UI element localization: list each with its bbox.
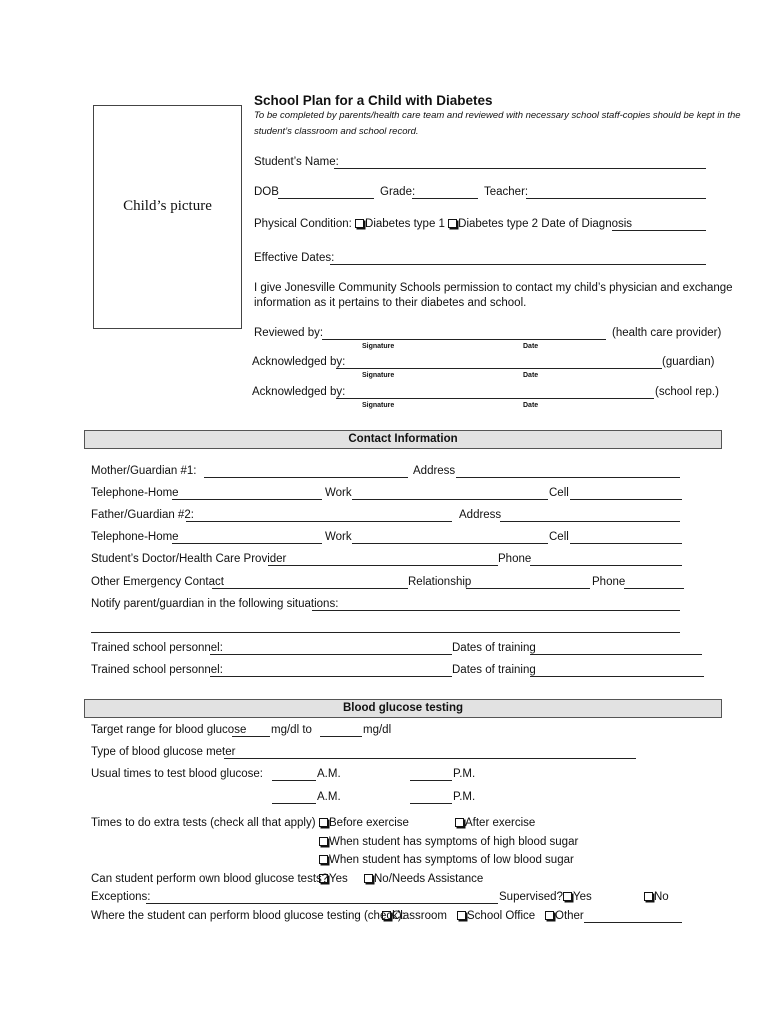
mother-work-field[interactable] <box>352 499 548 500</box>
contact-information-header: Contact Information <box>84 430 722 449</box>
other-location-option <box>545 910 584 922</box>
supervised-no-label: No <box>654 891 669 903</box>
usual-time-am-field-2[interactable] <box>272 803 316 804</box>
date-caption: Date <box>523 402 539 409</box>
permission-text-line1: I give Jonesville Community Schools permission to contact my child’s physician and exchange <box>254 282 733 294</box>
meter-type-label: Type of blood glucose meter <box>91 746 236 758</box>
father-address-field[interactable] <box>500 521 680 522</box>
cell-label: Cell <box>549 487 569 499</box>
reviewed-by-field[interactable] <box>322 339 606 340</box>
reviewed-by-label: Reviewed by: <box>254 327 324 339</box>
father-cell-field[interactable] <box>570 543 682 544</box>
permission-text-line2: information as it pertains to their diabetes and school. <box>254 297 527 309</box>
mother-cell-field[interactable] <box>570 499 682 500</box>
am-label: A.M. <box>317 791 341 803</box>
usual-time-pm-field-1[interactable] <box>410 780 452 781</box>
classroom-option <box>382 910 447 922</box>
low-sugar-label: When student has symptoms of low blood sugar <box>329 854 574 866</box>
date-caption: Date <box>523 343 539 350</box>
meter-type-field[interactable] <box>224 758 636 759</box>
supervised-no-option <box>644 891 669 903</box>
doctor-phone-label: Phone <box>498 553 532 565</box>
father-address-label: Address <box>459 509 502 521</box>
acknowledged-guardian-label: Acknowledged by: <box>252 356 346 368</box>
usual-time-pm-field-2[interactable] <box>410 803 452 804</box>
supervised-no-checkbox[interactable] <box>644 892 653 901</box>
signature-caption: Signature <box>362 402 395 409</box>
own-test-needs-assistance-label: No/Needs Assistance <box>374 873 484 885</box>
supervised-yes-checkbox[interactable] <box>563 892 572 901</box>
child-picture-box[interactable] <box>93 105 242 329</box>
notify-field-line2[interactable] <box>91 632 680 633</box>
own-test-needs-assistance-checkbox[interactable] <box>364 874 373 883</box>
mother-guardian-label: Mother/Guardian #1: <box>91 465 197 477</box>
notify-label: Notify parent/guardian in the following situations: <box>91 598 339 610</box>
mother-address-field[interactable] <box>456 477 680 478</box>
trained-personnel-field-2[interactable] <box>210 676 452 677</box>
pm-label: P.M. <box>453 791 476 803</box>
before-exercise-checkbox[interactable] <box>319 818 328 827</box>
trained-personnel-field-1[interactable] <box>210 654 452 655</box>
child-picture-label: Child’s picture <box>123 198 212 214</box>
blood-glucose-testing-header: Blood glucose testing <box>84 699 722 718</box>
teacher-field[interactable] <box>526 198 706 199</box>
target-range-high-field[interactable] <box>320 736 362 737</box>
acknowledged-guardian-field[interactable] <box>336 368 662 369</box>
doctor-phone-field[interactable] <box>530 565 682 566</box>
dob-label: DOB <box>254 186 279 198</box>
physical-condition-label: Physical Condition: <box>254 218 352 230</box>
supervised-yes-label: Yes <box>573 891 592 903</box>
diabetes-type2-checkbox[interactable] <box>448 219 457 228</box>
before-exercise-option <box>319 817 409 829</box>
cell-label: Cell <box>549 531 569 543</box>
other-location-field[interactable] <box>584 922 682 923</box>
signature-caption: Signature <box>362 343 395 350</box>
emergency-phone-label: Phone <box>592 576 626 588</box>
after-exercise-option <box>455 817 535 829</box>
diabetes-type1-checkbox[interactable] <box>355 219 364 228</box>
school-office-label: School Office <box>467 910 536 922</box>
date-caption: Date <box>523 372 539 379</box>
own-test-needs-assistance-option <box>364 873 483 885</box>
own-test-yes-option <box>319 873 348 885</box>
emergency-phone-field[interactable] <box>624 588 684 589</box>
dates-of-training-field-2[interactable] <box>530 676 704 677</box>
high-sugar-label: When student has symptoms of high blood sugar <box>329 836 579 848</box>
emergency-contact-field[interactable] <box>212 588 408 589</box>
grade-label: Grade: <box>380 186 416 198</box>
dates-of-training-field-1[interactable] <box>530 654 702 655</box>
emergency-contact-label: Other Emergency Contact <box>91 576 224 588</box>
after-exercise-checkbox[interactable] <box>455 818 464 827</box>
after-exercise-label: After exercise <box>465 817 536 829</box>
other-location-label: Other <box>555 910 584 922</box>
telephone-home-label: Telephone-Home <box>91 531 179 543</box>
target-range-label: Target range for blood glucose <box>91 724 247 736</box>
school-office-option <box>457 910 535 922</box>
telephone-home-label: Telephone-Home <box>91 487 179 499</box>
before-exercise-label: Before exercise <box>329 817 409 829</box>
diabetes-type2-label: Diabetes type 2 <box>458 218 539 230</box>
notify-field-line1[interactable] <box>312 610 680 611</box>
usual-times-label: Usual times to test blood glucose: <box>91 768 263 780</box>
supervised-yes-option <box>563 891 592 903</box>
dates-of-training-label: Dates of training <box>452 664 536 676</box>
signature-caption: Signature <box>362 372 395 379</box>
mother-address-label: Address <box>413 465 456 477</box>
extra-tests-label: Times to do extra tests (check all that apply) <box>91 817 316 829</box>
high-sugar-checkbox[interactable] <box>319 837 328 846</box>
acknowledged-school-rep-label: Acknowledged by: <box>252 386 346 398</box>
usual-time-am-field-1[interactable] <box>272 780 316 781</box>
acknowledged-school-rep-field[interactable] <box>336 398 654 399</box>
effective-dates-label: Effective Dates: <box>254 252 335 264</box>
low-sugar-checkbox[interactable] <box>319 855 328 864</box>
mother-telephone-home-field[interactable] <box>172 499 322 500</box>
teacher-label: Teacher: <box>484 186 529 198</box>
student-name-label: Student’s Name: <box>254 156 339 168</box>
acknowledged-school-rep-role: (school rep.) <box>655 386 719 398</box>
acknowledged-guardian-role: (guardian) <box>662 356 715 368</box>
supervised-label: Supervised? <box>499 891 563 903</box>
target-range-low-field[interactable] <box>232 736 270 737</box>
work-label: Work <box>325 487 352 499</box>
student-name-field[interactable] <box>334 168 706 169</box>
relationship-field[interactable] <box>466 588 590 589</box>
doctor-field[interactable] <box>268 565 498 566</box>
page-title: School Plan for a Child with Diabetes <box>254 93 493 108</box>
am-label: A.M. <box>317 768 341 780</box>
father-work-field[interactable] <box>352 543 548 544</box>
work-label: Work <box>325 531 352 543</box>
own-test-yes-label: Yes <box>329 873 348 885</box>
dob-field[interactable] <box>278 198 374 199</box>
mother-guardian-field[interactable] <box>204 477 408 478</box>
where-testing-label: Where the student can perform blood glucose testing (check): <box>91 910 405 922</box>
classroom-label: Classroom <box>392 910 447 922</box>
high-sugar-option <box>319 836 578 848</box>
own-test-yes-checkbox[interactable] <box>319 874 328 883</box>
mgdl-label: mg/dl <box>363 724 392 736</box>
exceptions-label: Exceptions: <box>91 891 151 903</box>
page-subtitle-line1: To be completed by parents/health care team and reviewed with necessary school staff-copies should be kept in the <box>254 110 741 121</box>
trained-personnel-label: Trained school personnel: <box>91 642 223 654</box>
trained-personnel-label: Trained school personnel: <box>91 664 223 676</box>
date-of-diagnosis-field[interactable] <box>612 230 706 231</box>
doctor-label: Student’s Doctor/Health Care Provider <box>91 553 287 565</box>
mgdl-to-label: mg/dl to <box>271 724 312 736</box>
date-of-diagnosis-label: Date of Diagnosis <box>541 218 633 230</box>
reviewed-role: (health care provider) <box>612 327 722 339</box>
low-sugar-option <box>319 854 574 866</box>
physical-condition-row <box>254 218 632 230</box>
father-telephone-home-field[interactable] <box>172 543 322 544</box>
dates-of-training-label: Dates of training <box>452 642 536 654</box>
exceptions-field[interactable] <box>146 903 498 904</box>
page-subtitle-line2: student’s classroom and school record. <box>254 126 419 137</box>
school-office-checkbox[interactable] <box>457 911 466 920</box>
classroom-checkbox[interactable] <box>382 911 391 920</box>
diabetes-type1-label: Diabetes type 1 <box>365 218 445 230</box>
other-location-checkbox[interactable] <box>545 911 554 920</box>
own-test-label: Can student perform own blood glucose tests? <box>91 873 329 885</box>
father-guardian-label: Father/Guardian #2: <box>91 509 194 521</box>
effective-dates-field[interactable] <box>330 264 706 265</box>
relationship-label: Relationship <box>408 576 472 588</box>
pm-label: P.M. <box>453 768 476 780</box>
grade-field[interactable] <box>412 198 478 199</box>
father-guardian-field[interactable] <box>186 521 452 522</box>
